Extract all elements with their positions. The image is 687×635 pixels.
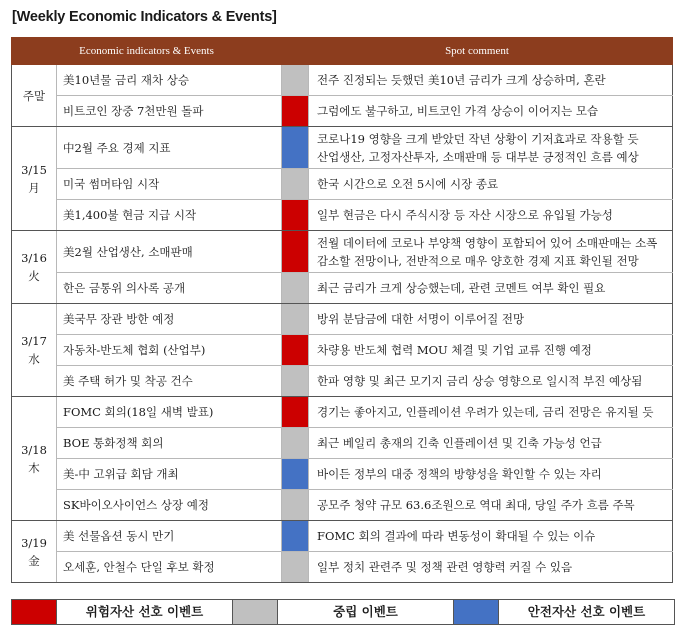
spot-comment — [309, 96, 673, 127]
swatch-fill — [282, 304, 308, 334]
spot-comment — [309, 366, 673, 397]
table-row — [12, 273, 673, 304]
comment-line: 최근 베일리 총재의 긴축 인플레이션 및 긴축 가능성 언급 — [317, 436, 602, 450]
table-row — [12, 366, 673, 397]
comment-line: 한국 시간으로 오전 5시에 시장 종료 — [317, 177, 499, 191]
event-type-swatch — [282, 169, 309, 200]
comment-line: 경기는 좋아지고, 인플레이션 우려가 있는데, 금리 전망은 유지될 듯 — [317, 405, 654, 419]
event-type-swatch — [282, 366, 309, 397]
table-row — [12, 552, 673, 583]
event-name: 美-中 고위급 회담 개최 — [57, 459, 282, 490]
spot-comment — [309, 521, 673, 552]
swatch-fill — [282, 200, 308, 230]
day-label — [12, 521, 57, 583]
table-row — [12, 459, 673, 490]
spot-comment — [309, 273, 673, 304]
day-label-line: 火 — [28, 269, 40, 283]
page-title: [Weekly Economic Indicators & Events] — [12, 9, 277, 25]
table-row — [12, 397, 673, 428]
event-type-swatch — [282, 304, 309, 335]
event-name: 中2월 주요 경제 지표 — [57, 127, 282, 169]
spot-comment — [309, 200, 673, 231]
event-name: 미국 썸머타임 시작 — [57, 169, 282, 200]
table-row — [12, 96, 673, 127]
comment-line: 방위 분담금에 대한 서명이 이루어질 전망 — [317, 312, 525, 326]
swatch-fill — [282, 552, 308, 582]
table-row — [12, 231, 673, 273]
day-label-line: 3/16 — [21, 251, 47, 265]
event-type-swatch — [282, 231, 309, 273]
event-type-swatch — [282, 200, 309, 231]
event-type-swatch — [282, 273, 309, 304]
comment-line: 코로나19 영향을 크게 받았던 작년 상황이 기저효과로 작용할 듯 — [317, 131, 639, 146]
event-type-swatch — [282, 96, 309, 127]
spot-comment — [309, 65, 673, 96]
table-row — [12, 490, 673, 521]
event-name: 한은 금통위 의사록 공개 — [57, 273, 282, 304]
comment-header: Spot comment — [282, 38, 673, 65]
event-name: 비트코인 장중 7천만원 돌파 — [57, 96, 282, 127]
spot-comment — [309, 397, 673, 428]
day-label — [12, 127, 57, 231]
day-label-line: 月 — [28, 180, 40, 195]
swatch-fill — [282, 366, 308, 396]
events-header: Economic indicators & Events — [12, 38, 282, 65]
comment-line: 일부 현금은 다시 주식시장 등 자산 시장으로 유입될 가능성 — [317, 208, 613, 222]
swatch-fill — [282, 65, 308, 95]
event-name: 오세훈, 안철수 단일 후보 확정 — [57, 552, 282, 583]
spot-comment — [309, 231, 673, 273]
spot-comment — [309, 335, 673, 366]
comment-line: 한파 영향 및 최근 모기지 금리 상승 영향으로 일시적 부진 예상됨 — [317, 374, 643, 388]
swatch-fill — [282, 127, 308, 168]
day-label-line: 水 — [28, 352, 40, 366]
event-name: 美 주택 허가 및 착공 건수 — [57, 366, 282, 397]
comment-line: FOMC 회의 결과에 따라 변동성이 확대될 수 있는 이슈 — [317, 529, 596, 543]
spot-comment — [309, 490, 673, 521]
table-row — [12, 200, 673, 231]
comment-line: 일부 정치 관련주 및 정책 관련 영향력 커질 수 있음 — [317, 560, 573, 574]
spot-comment — [309, 127, 673, 169]
table-row — [12, 521, 673, 552]
swatch-fill — [282, 397, 308, 427]
comment-line: 그럼에도 불구하고, 비트코인 가격 상승이 이어지는 모습 — [317, 104, 599, 118]
event-type-swatch — [282, 459, 309, 490]
event-type-swatch — [282, 127, 309, 169]
legend — [11, 599, 675, 625]
spot-comment — [309, 428, 673, 459]
spot-comment — [309, 304, 673, 335]
day-label — [12, 397, 57, 521]
spot-comment — [309, 552, 673, 583]
legend-swatch — [12, 600, 57, 624]
legend-label: 위험자산 선호 이벤트 — [57, 600, 233, 624]
comment-line: 바이든 정부의 대중 정책의 방향성을 확인할 수 있는 자리 — [317, 467, 602, 481]
comment-line: 전주 진정되는 듯했던 美10년 금리가 크게 상승하며, 혼란 — [317, 73, 606, 87]
event-name: SK바이오사이언스 상장 예정 — [57, 490, 282, 521]
swatch-fill — [282, 490, 308, 520]
event-name: BOE 통화정책 회의 — [57, 428, 282, 459]
comment-line: 최근 금리가 크게 상승했는데, 관련 코멘트 여부 확인 필요 — [317, 281, 606, 295]
legend-swatch — [454, 600, 499, 624]
day-label-line: 3/19 — [21, 535, 47, 550]
comment-line: 감소할 전망이나, 전반적으로 매우 양호한 경제 지표 확인될 전망 — [317, 253, 639, 268]
event-type-swatch — [282, 521, 309, 552]
events-table — [11, 37, 673, 583]
event-type-swatch — [282, 65, 309, 96]
event-name: 美2월 산업생산, 소매판매 — [57, 231, 282, 273]
comment-line: 산업생산, 고정자산투자, 소매판매 등 대부분 긍정적인 흐름 예상 — [317, 149, 639, 164]
legend-label: 중립 이벤트 — [278, 600, 454, 624]
comment-line: 공모주 청약 규모 63.6조원으로 역대 최대, 당일 주가 흐름 주목 — [317, 498, 635, 512]
swatch-fill — [282, 459, 308, 489]
table-row — [12, 335, 673, 366]
swatch-fill — [282, 335, 308, 365]
swatch-fill — [282, 273, 308, 303]
event-type-swatch — [282, 428, 309, 459]
day-label — [12, 65, 57, 127]
event-name: 美국무 장관 방한 예정 — [57, 304, 282, 335]
table-row — [12, 127, 673, 169]
table-row — [12, 428, 673, 459]
table-row — [12, 304, 673, 335]
comment-line: 차량용 반도체 협력 MOU 체결 및 기업 교류 진행 예정 — [317, 343, 592, 357]
day-label — [12, 231, 57, 304]
spot-comment — [309, 169, 673, 200]
event-type-swatch — [282, 335, 309, 366]
swatch-fill — [282, 169, 308, 199]
legend-swatch — [233, 600, 278, 624]
day-label-line: 3/17 — [21, 334, 47, 348]
table-row — [12, 169, 673, 200]
swatch-fill — [282, 96, 308, 126]
spot-comment — [309, 459, 673, 490]
legend-label: 안전자산 선호 이벤트 — [527, 604, 646, 619]
day-label-line: 金 — [28, 553, 40, 568]
event-name: 美10년물 금리 재차 상승 — [57, 65, 282, 96]
event-name: FOMC 회의(18일 새벽 발표) — [57, 397, 282, 428]
table-body — [12, 65, 673, 583]
table-row — [12, 65, 673, 96]
day-label-line: 3/15 — [21, 162, 47, 177]
event-type-swatch — [282, 397, 309, 428]
event-name: 美 선물옵션 동시 만기 — [57, 521, 282, 552]
day-label-line: 주말 — [22, 88, 46, 103]
swatch-fill — [282, 231, 308, 272]
event-type-swatch — [282, 490, 309, 521]
day-label-line: 木 — [28, 460, 40, 475]
table-header — [12, 38, 673, 65]
event-type-swatch — [282, 552, 309, 583]
swatch-fill — [282, 428, 308, 458]
comment-line: 전월 데이터에 코로나 부양책 영향이 포함되어 있어 소매판매는 소폭 — [317, 235, 658, 250]
event-name: 美1,400불 현금 지급 시작 — [57, 200, 282, 231]
event-name: 자동차-반도체 협회 (산업부) — [57, 335, 282, 366]
day-label — [12, 304, 57, 397]
day-label-line: 3/18 — [21, 442, 47, 457]
swatch-fill — [282, 521, 308, 551]
